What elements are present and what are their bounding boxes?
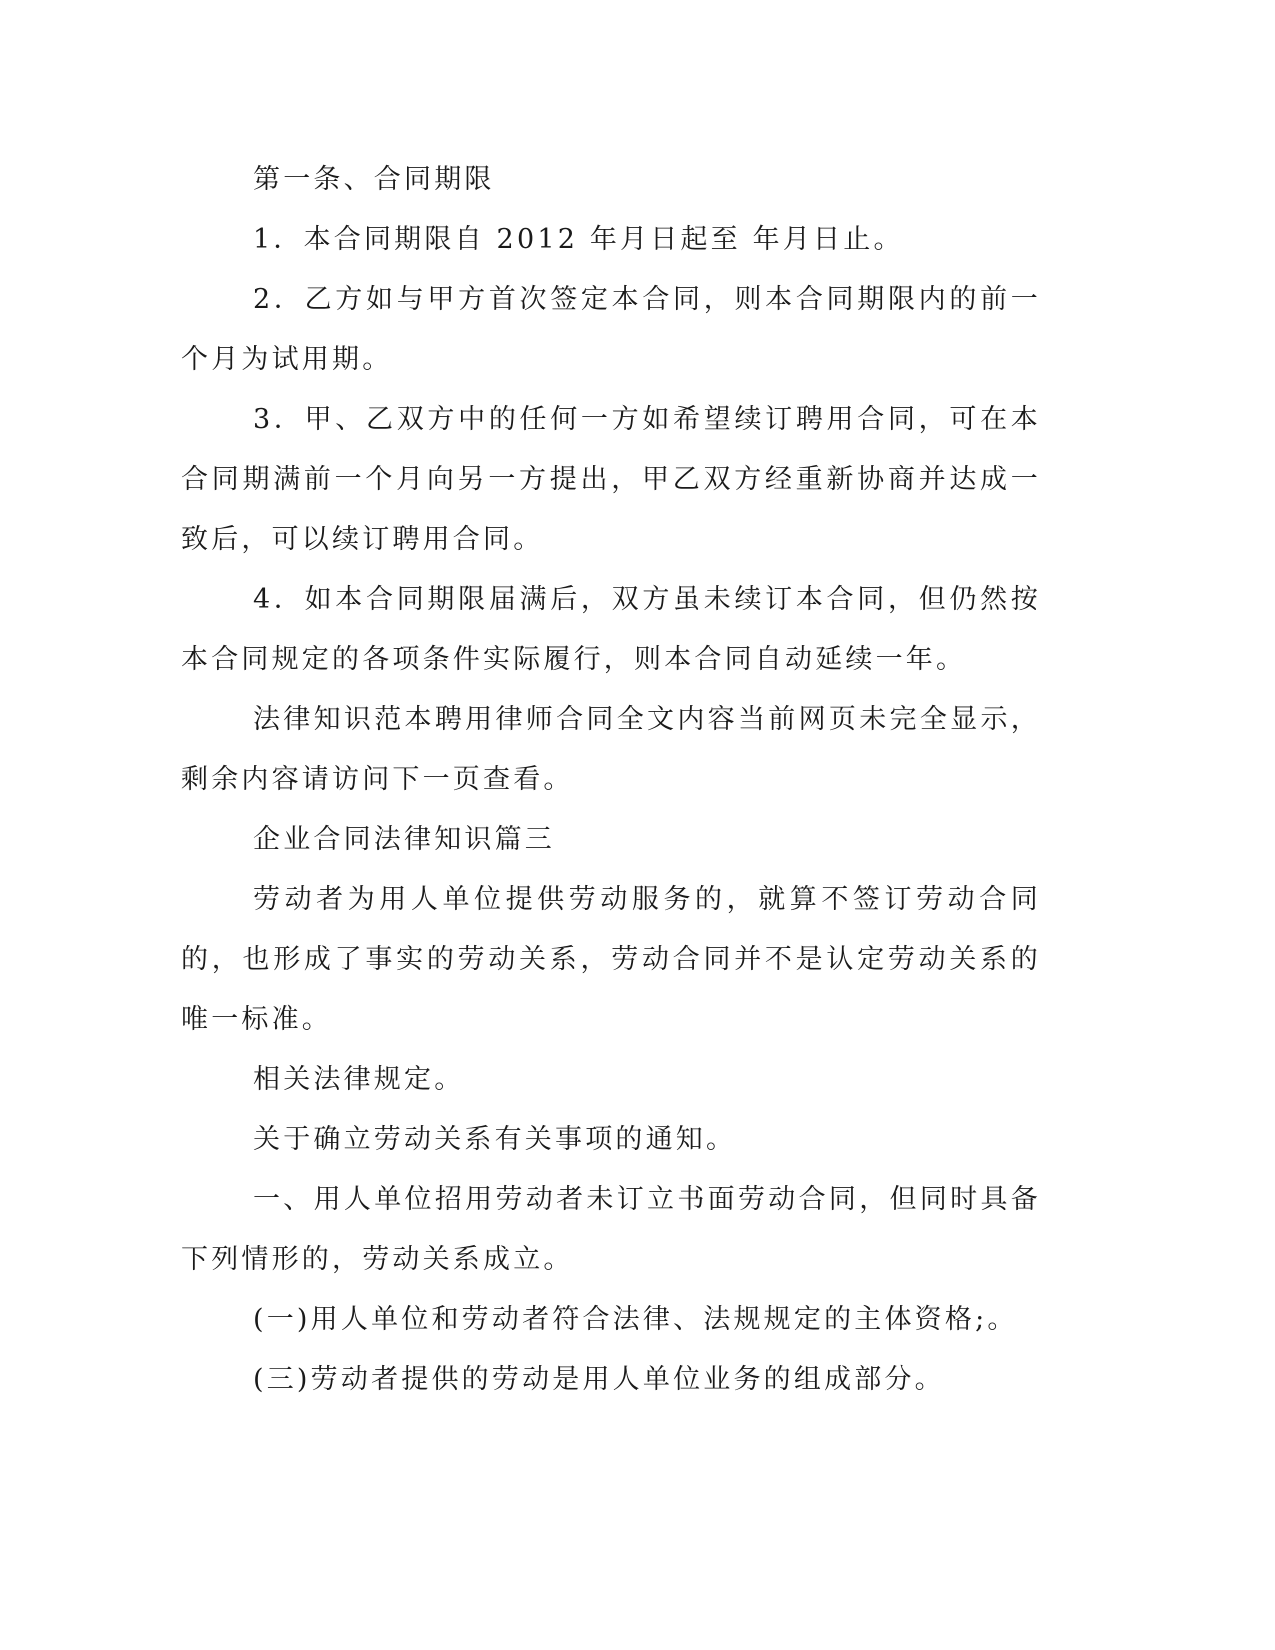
clause-3-renewal: 3．甲、乙双方中的任何一方如希望续订聘用合同，可在本合同期满前一个月向另一方提出，甲乙双方经重新协商并达成一致后，可以续订聘用合同。: [181, 404, 1041, 555]
paragraph-related-provisions: 相关法律规定。: [253, 1064, 465, 1095]
paragraph-sub-item-one: (一)用人单位和劳动者符合法律、法规规定的主体资格;。: [253, 1304, 1018, 1335]
paragraph-notice-title: 关于确立劳动关系有关事项的通知。: [253, 1124, 737, 1155]
continuation-notice: 法律知识范本聘用律师合同全文内容当前网页未完全显示，剩余内容请访问下一页查看。: [181, 704, 1041, 795]
document-page: [181, 150, 1041, 1410]
section-heading-part-three: 企业合同法律知识篇三: [253, 824, 555, 855]
clause-4-auto-extension: 4．如本合同期限届满后，双方虽未续订本合同，但仍然按本合同规定的各项条件实际履行，则本合同自动延续一年。: [181, 584, 1041, 675]
paragraph-sub-item-three: (三)劳动者提供的劳动是用人单位业务的组成部分。: [253, 1364, 945, 1395]
paragraph-de-facto-relationship: 劳动者为用人单位提供劳动服务的，就算不签订劳动合同的，也形成了事实的劳动关系，劳动合同并不是认定劳动关系的唯一标准。: [181, 884, 1041, 1035]
clause-1-term-dates: 1．本合同期限自 2012 年月日起至 年月日止。: [253, 224, 904, 255]
clause-2-probation: 2．乙方如与甲方首次签定本合同，则本合同期限内的前一个月为试用期。: [181, 284, 1041, 375]
paragraph-item-one: 一、用人单位招用劳动者未订立书面劳动合同，但同时具备下列情形的，劳动关系成立。: [181, 1184, 1041, 1275]
section-heading-contract-term: 第一条、合同期限: [253, 164, 495, 195]
